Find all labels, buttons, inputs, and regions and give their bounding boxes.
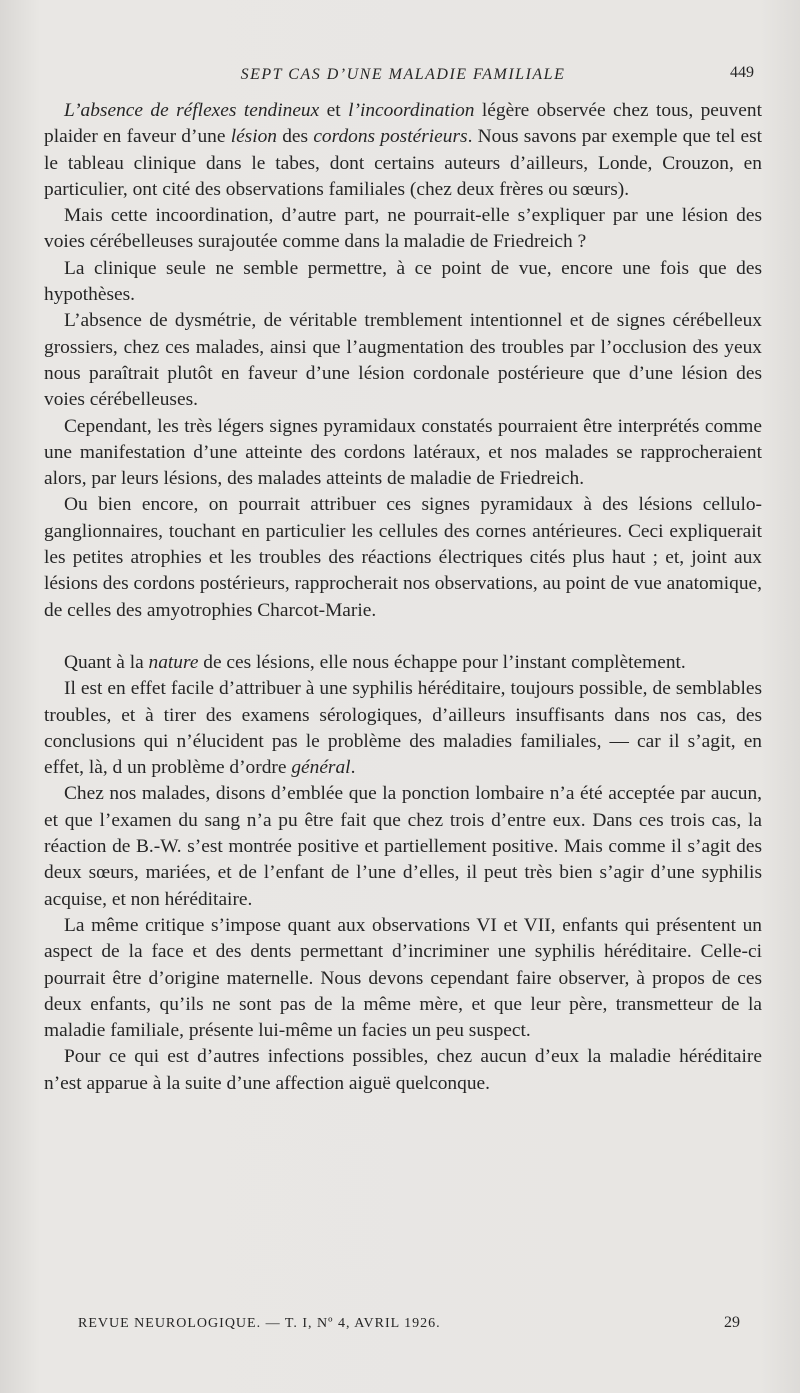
running-header [44,62,762,88]
text-run: . [350,757,356,779]
emphasis: cordons postérieurs [313,126,468,148]
paragraph-9: Chez nos malades, disons d’emblée que la ponction lombaire n’a été acceptée par aucun, et que l’examen du sang n’a pu être fait que chez trois d’entre eux. Dans ces trois cas, la réaction de B.-W. s’est montrée positive et partiellement positive. Mais comme il s’agit des deux sœurs, mariées, et de l’enfant de l’une d’elles, il peut très bien s’agir d’une syphilis acquise, et non héréditaire. [44,783,762,910]
signature-mark: 29 [724,1314,740,1331]
text-run: légère observée chez tous, peuvent plaider en faveur d’une [44,100,762,148]
emphasis: nature [148,651,199,673]
section-spacer [44,624,762,650]
running-title: SEPT CAS D’UNE MALADIE FAMILIALE [240,66,566,83]
page-footer [78,1316,740,1332]
text-run: Quant à la [64,651,149,673]
text-run: . Nous savons par exemple que tel est le tableau clinique dans le tabes, dont certains auteurs d’ailleurs, Londe, Crouzon, en particulier, ont cité des observations familiales (chez deux frères ou sœurs). [44,126,763,200]
emphasis: général [291,757,351,779]
text-run: Il est en effet facile d’attribuer à une syphilis héréditaire, toujours possible, de semblables troubles, et à tirer des examens sérologiques, d’ailleurs insuffisants dans nos cas, des conclusions qui n’élucident pas le problème des maladies familiales, — car il s’agit, en effet, là, d un problème d’ordre [44,678,762,779]
paragraph-10: La même critique s’impose quant aux observations VI et VII, enfants qui présentent un aspect de la face et des dents permettant d’incriminer une syphilis héréditaire. Celle-ci pourrait être d’origine maternelle. Nous devons cependant faire observer, à propos de ces deux enfants, qu’ils ne sont pas de la même mère, et que leur père, transmetteur de la maladie familiale, présente lui-même un facies un peu suspect. [44,914,762,1042]
paragraph-4: L’absence de dysmétrie, de véritable tremblement intentionnel et de signes cérébelleux grossiers, chez ces malades, ainsi que l’augmentation des troubles par l’occlusion des yeux nous paraîtrait plutôt en faveur d’une lésion cordonale postérieure que d’une lésion des voies cérébelleuses. [44,310,762,411]
text-run: des [277,126,314,148]
paragraph-1 [44,98,762,203]
journal-citation: REVUE NEUROLOGIQUE. — T. I, Nº 4, AVRIL 1926. [78,1316,441,1331]
emphasis: lésion [230,126,278,148]
page-number: 449 [730,64,754,81]
paragraph-11: Pour ce qui est d’autres infections possibles, chez aucun d’eux la maladie héréditaire n’est apparue à la suite d’une affection aiguë quelconque. [44,1046,762,1094]
paragraph-7 [44,650,762,676]
paragraph-6: Ou bien encore, on pourrait attribuer ces signes pyramidaux à des lésions cellulo-ganglionnaires, touchant en particulier les cellules des cornes antérieures. Ceci expliquerait les petites atrophies et les troubles des réactions électriques cités plus haut ; et, joint aux lésions des cordons postérieurs, rapprocherait nos observations, au point de vue anatomique, de celles des amyotrophies Charcot-Marie. [44,494,762,621]
paragraph-8 [44,676,762,781]
text-run: et [319,100,349,121]
emphasis: l’incoordination [348,100,475,121]
paragraph-5: Cependant, les très légers signes pyramidaux constatés pourraient être interprétés comme une manifestation d’une atteinte des cordons latéraux, et nos malades se rapprocheraient alors, par leurs lésions, des malades atteints de maladie de Friedreich. [44,415,762,490]
paragraph-2: Mais cette incoordination, d’autre part, ne pourrait-elle s’expliquer par une lésion des voies cérébelleuses surajoutée comme dans la maladie de Friedreich ? [44,205,762,253]
text-run: de ces lésions, elle nous échappe pour l’instant complètement. [198,651,686,673]
body-text [44,98,762,1097]
emphasis: L’absence de réflexes tendineux [64,100,320,121]
paragraph-3: La clinique seule ne semble permettre, à ce point de vue, encore une fois que des hypothèses. [44,257,762,306]
